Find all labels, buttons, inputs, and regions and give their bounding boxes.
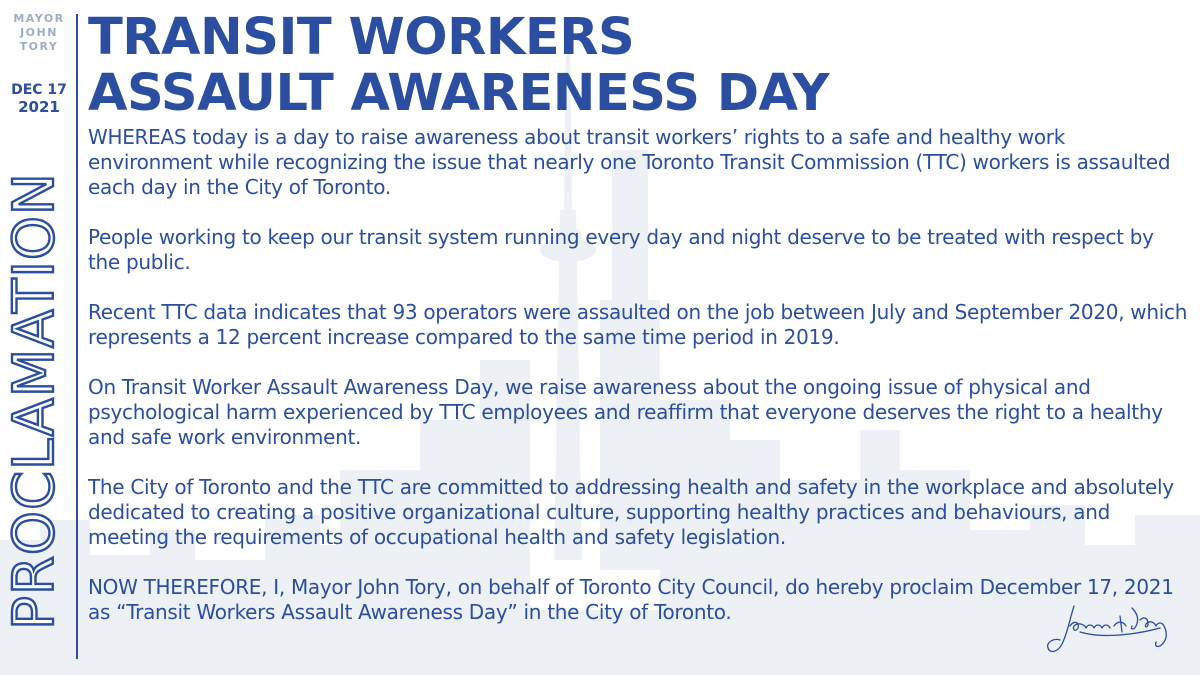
paragraph-commitment: The City of Toronto and the TTC are committed to addressing health and safety in the workplace and absolutely dedicated to creating a positive organizational culture, supporting healthy practices and behaviours, and meeting the requirements of occupational health and safety legislation. — [88, 475, 1174, 549]
mayor-line-2: JOHN — [20, 26, 58, 39]
page-title — [88, 10, 829, 122]
proclamation-body — [88, 125, 1188, 650]
mayor-line-1: MAYOR — [13, 12, 65, 25]
mayor-line-3: TORY — [19, 40, 59, 53]
date-year: 2021 — [18, 98, 60, 116]
mayor-label — [0, 12, 78, 54]
proclamation-date — [0, 82, 78, 117]
paragraph-now-therefore: NOW THEREFORE, I, Mayor John Tory, on behalf of Toronto City Council, do hereby proclaim December 17, 2021 as “Transit Workers Assault Awareness Day” in the City of Toronto. — [88, 575, 1174, 624]
paragraph-data: Recent TTC data indicates that 93 operators were assaulted on the job between July and September 2020, which represents a 12 percent increase compared to the same time period in 2019. — [88, 300, 1188, 349]
paragraph-respect: People working to keep our transit system running every day and night deserve to be treated with respect by the public. — [88, 225, 1154, 274]
title-line-1: TRANSIT WORKERS — [88, 8, 635, 67]
title-line-2: ASSAULT AWARENESS DAY — [88, 64, 830, 123]
paragraph-whereas: WHEREAS today is a day to raise awareness about transit workers’ rights to a safe and healthy work environment while recognizing the issue that nearly one Toronto Transit Commission (TTC) workers is assaulted each day in the City of Toronto. — [88, 125, 1171, 199]
date-month-day: DEC 17 — [11, 82, 67, 98]
paragraph-awareness-day: On Transit Worker Assault Awareness Day, we raise awareness about the ongoing issue of physical and psychological harm experienced by TTC employees and reaffirm that everyone deserves the right to a healthy and safe work environment. — [88, 375, 1163, 449]
mayor-signature-icon — [1040, 598, 1185, 660]
proclamation-vertical-label: PROCLAMATION — [2, 172, 67, 630]
sidebar — [0, 0, 78, 675]
vertical-label-container — [0, 140, 70, 662]
